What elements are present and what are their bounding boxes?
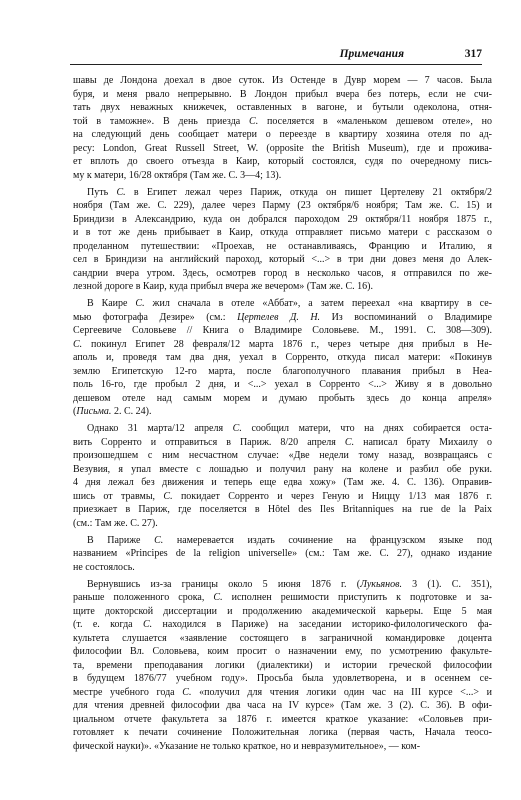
italic-text: С. [116, 186, 126, 198]
text-line [73, 186, 492, 200]
paragraph [73, 186, 492, 294]
text-line [73, 534, 492, 548]
text-run: землю Египетскую 12-го марта, после благополучного плавания прибыл в Неа- [73, 365, 492, 377]
text-run: жил сначала в отеле «Аббат», а затем переехал «на квартиру в се- [144, 298, 493, 309]
text-run: лезной дороге в Каир, куда прибыл вчера же вечером» (Там же. С. 16). [73, 281, 373, 292]
text-run: буря, и меня рвало непрерывно. В Лондон прибыл вчера без потерь, если не счи- [73, 88, 492, 100]
text-run: поль 16-го, где пробыл 2 дня, и <...> уехал в Сорренто <...> Живу я в довольно [73, 379, 492, 390]
text-line [73, 632, 492, 646]
text-run: ноября (Там же. С. 229), далее через Парму (23 октября/6 ноября; Там же. С. 15) и [73, 200, 492, 211]
text-line [73, 88, 492, 102]
text-run: мью фотографа Дезире» (см.: [73, 311, 238, 323]
text-run: (см.: Там же. С. 27). [73, 517, 158, 529]
text-run: дешевом отеле над самым морем и думаю пробыть здесь до конца апреля» [73, 392, 492, 404]
text-run: та, времени преподавания логики (диалектики) и истории греческой философии [73, 659, 492, 671]
text-run: ( [73, 406, 77, 417]
text-line [73, 463, 492, 477]
text-run: на следующий день сообщает матери о переезде в квартиру хозяина отеля по ад- [73, 129, 492, 140]
text-line [73, 128, 492, 142]
text-run: Однако 31 марта/12 апреля [87, 423, 233, 434]
text-line [73, 267, 492, 281]
paragraph [73, 534, 492, 575]
text-run: исполнен решимости приступить к подготовке и за- [222, 592, 492, 603]
italic-text: С. [142, 619, 153, 630]
text-run: Путь [87, 186, 117, 198]
text-line [73, 699, 492, 713]
text-run: в будущем 1876/77 учебном году». Просьба была удовлетворена, и в осеннем се- [73, 673, 492, 684]
text-line [73, 449, 492, 463]
running-head [70, 47, 482, 62]
text-run: шись от травмы, [73, 490, 164, 502]
text-run: покидает Сорренто и через Геную и Ниццу 1/13 мая 1876 г. [172, 490, 492, 502]
text-run: ет вплоть до своего отъезда в Каир, который состоялся, судя по очередному пись- [73, 156, 492, 167]
paragraph [73, 422, 492, 530]
text-line [73, 503, 492, 517]
text-line [73, 591, 492, 605]
text-line [73, 155, 492, 169]
text-line [73, 213, 492, 227]
text-line [73, 740, 492, 754]
text-run: тать двух неважных книжечек, оставленных в вагоне, и бутыли одеколона, отня- [73, 102, 492, 113]
text-run: фической науки)». «Указание не только краткое, но и невразумительное», — ком- [73, 740, 421, 752]
italic-text: С. [135, 298, 145, 309]
text-line [73, 672, 492, 686]
text-run: находился в Париже) на заседании историко-филологического фа- [152, 619, 492, 630]
text-run: (т. е. когда [73, 619, 143, 630]
text-run: «получил для чтения логики один час на III курсе <...> и [191, 686, 492, 698]
text-line [73, 351, 492, 365]
paragraph [73, 74, 492, 182]
text-line [73, 517, 492, 531]
text-line [73, 115, 492, 129]
text-line [73, 226, 492, 240]
text-run: написал брату Михаилу о [354, 436, 492, 448]
italic-text: С. [154, 534, 164, 546]
text-run: раньше положенного срока, [73, 592, 214, 603]
text-run: Везувия, я упал вместе с лошадью и получил рану на колене и разбил обе руки. [73, 463, 492, 475]
text-line [73, 365, 492, 379]
italic-text: С. [163, 490, 173, 502]
text-line [73, 142, 492, 156]
text-line [73, 338, 492, 352]
section-title: Примечания [339, 48, 404, 60]
text-run: В Каире [87, 298, 136, 309]
text-run: той в таможне». В день приезда [73, 115, 250, 127]
text-run: проделанном путешествии: «Проехав, не останавливаясь, Францию и Италию, я [73, 240, 492, 252]
text-line [73, 645, 492, 659]
text-run: в Египет лежал через Париж, откуда он пишет Цертелеву 21 октября/2 [125, 186, 492, 198]
text-run: сообщил матери, что на днях собирается оста- [241, 423, 493, 434]
text-run: культета слушается «заявление состоящего в заграничной командировке доцента [73, 632, 492, 644]
italic-text: С. [213, 592, 223, 603]
text-run: для чтения древней философии два часа на IV курсе» (Там же. 3 (2). С. 36). В офи- [73, 700, 492, 711]
page-number: 317 [464, 48, 482, 60]
text-run: Вернувшись из-за границы около 5 июня 1876 г. ( [87, 578, 361, 590]
text-run: 2. С. 24). [111, 406, 152, 417]
text-line [73, 311, 492, 325]
text-run: ресу: London, Great Russell Street, W. (opposite the British Museum), где и прожива- [73, 142, 492, 154]
text-line [73, 240, 492, 254]
text-line [73, 324, 492, 338]
text-run: философии Вл. Соловьева, коим просит о назначении ему, по усмотрению факульте- [73, 646, 492, 657]
text-run: аполь и, проведя там два дня, уехал в Сорренто, откуда писал матери: «Покинув [73, 352, 492, 363]
text-line [73, 726, 492, 740]
text-line [73, 713, 492, 727]
text-run: щите докторской диссертации и продолжению академической карьеры. Еще 5 мая [73, 605, 492, 617]
text-run: 3 (1). С. 351), [401, 578, 492, 590]
text-line [73, 378, 492, 392]
text-line [73, 297, 492, 311]
text-line [73, 547, 492, 561]
body-text [73, 74, 492, 753]
text-run: и в тот же день прибывает в Каир, откуда отправляет письмо матери с рассказом о [73, 227, 492, 238]
text-run: вить Сорренто и отправиться в Париж. 8/20 апреля [73, 436, 345, 448]
text-line [73, 618, 492, 632]
header-rule [70, 64, 482, 65]
italic-text: С. [232, 423, 242, 434]
text-run: покинул Египет 28 февраля/12 марта 1876 г., через четыре дня прибыл в Не- [82, 338, 492, 350]
text-run: сел в Бриндизи на английский пароход, который <...> в три дни довез меня до Алек- [73, 254, 492, 265]
text-line [73, 578, 492, 592]
text-run: Из воспоминаний о Владимире [320, 311, 492, 323]
text-line [73, 199, 492, 213]
italic-text: Цертелев Д. Н. [237, 311, 321, 323]
text-line [73, 405, 492, 419]
text-run: циальном отчете факультета за 1876 г. имеется краткое указание: «Соловьев при- [73, 713, 492, 725]
text-run: приезжает в Париж, где поселяется в Hôtel des Iles Britanniques на rue de la Paix [73, 504, 492, 515]
text-run: Сергеевиче Соловьеве // Книга о Владимире Соловьеве. М., 1991. С. 308—309). [73, 325, 492, 336]
paragraph [73, 297, 492, 419]
text-line [73, 605, 492, 619]
text-line [73, 436, 492, 450]
italic-text: С. [344, 436, 355, 448]
text-line [73, 169, 492, 183]
text-line [73, 686, 492, 700]
text-run: сандрии вчера утром. Здесь, осмотрев город в несколько часов, я отправился по же- [73, 267, 492, 279]
text-line [73, 101, 492, 115]
text-line [73, 253, 492, 267]
text-run: 4 дня лежал без движения и теперь еще едва хожу» (Там же. 4. С. 136). Оправив- [73, 477, 492, 488]
italic-text: С. [73, 338, 83, 350]
text-line [73, 74, 492, 88]
text-run: поселяется в «маленьком дешевом отеле», но [258, 115, 492, 127]
text-line [73, 392, 492, 406]
text-run: местре учебного года [73, 686, 183, 698]
text-line [73, 422, 492, 436]
text-run: шавы де Лондона доехал в двое суток. Из Остенде в Дувр морем — 7 часов. Была [73, 75, 492, 86]
text-run: произошедшем с ним несчастном случае: «Две недели тому назад, возвращаясь с [73, 450, 492, 461]
text-run: намеревается издать сочинение на французском языке под [163, 534, 492, 546]
text-run: В Париже [87, 534, 155, 546]
text-line [73, 476, 492, 490]
text-line [73, 280, 492, 294]
text-run: му к матери, 16/28 октября (Там же. С. 3—4; 13). [73, 169, 282, 181]
text-line [73, 490, 492, 504]
text-run: не состоялось. [73, 561, 135, 573]
italic-text: Письма. [76, 406, 112, 417]
text-line [73, 561, 492, 575]
italic-text: С. [249, 115, 259, 127]
italic-text: С. [182, 686, 192, 698]
paragraph [73, 578, 492, 754]
text-run: Бриндизи в Александрию, куда он добрался пароходом 29 октября/11 ноября 1875 г., [73, 213, 492, 225]
text-run: названием «Principes de la religion universelle» (см.: Там же. С. 27), однако издание [73, 548, 492, 559]
italic-text: Лукьянов. [360, 578, 402, 590]
text-line [73, 659, 492, 673]
text-run: готовляет к печати сочинение Положительная логика (первая часть, Начала теосо- [73, 727, 492, 738]
